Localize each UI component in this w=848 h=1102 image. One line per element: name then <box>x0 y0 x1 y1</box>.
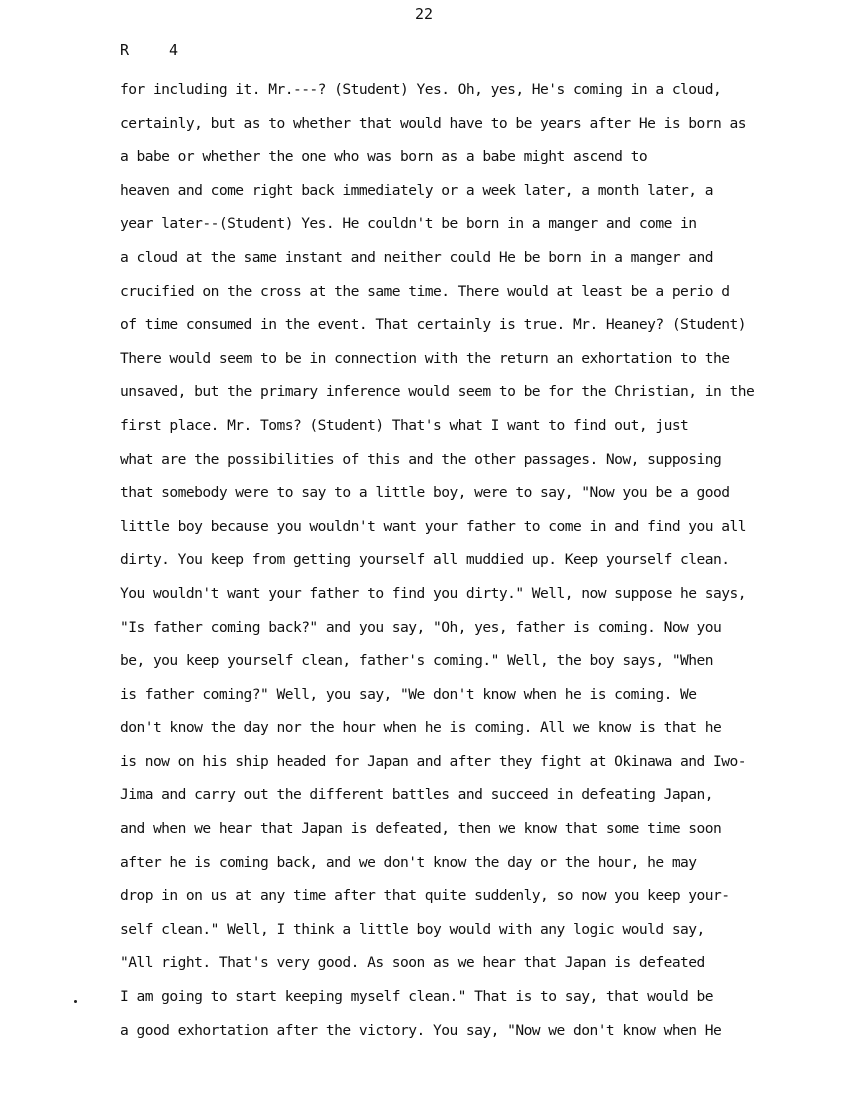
text-line: drop in on us at any time after that quite suddenly, so now you keep your- <box>120 887 730 905</box>
paper-speck <box>74 1000 77 1003</box>
text-line: first place. Mr. Toms? (Student) That's what I want to find out, just <box>120 416 689 434</box>
text-line: a cloud at the same instant and neither could He be born in a manger and <box>120 248 714 266</box>
text-line: that somebody were to say to a little boy, were to say, "Now you be a good <box>120 484 730 502</box>
text-line: don't know the day nor the hour when he is coming. All we know is that he <box>120 719 722 737</box>
text-line: year later--(Student) Yes. He couldn't be born in a manger and come in <box>120 215 697 233</box>
header-code-letter: R <box>120 41 130 59</box>
header-code-number: 4 <box>169 41 179 59</box>
text-line: Jima and carry out the different battles and succeed in defeating Japan, <box>120 786 714 804</box>
text-line: a babe or whether the one who was born as a babe might ascend to <box>120 148 648 166</box>
text-line: "Is father coming back?" and you say, "Oh, yes, father is coming. Now you <box>120 618 722 636</box>
text-line: You wouldn't want your father to find you dirty." Well, now suppose he says, <box>120 584 746 602</box>
text-line: is now on his ship headed for Japan and after they fight at Okinawa and Iwo- <box>120 752 746 770</box>
text-line: "All right. That's very good. As soon as we hear that Japan is defeated <box>120 954 705 972</box>
text-line: unsaved, but the primary inference would seem to be for the Christian, in the <box>120 383 755 401</box>
header-code <box>120 41 178 59</box>
text-line: There would seem to be in connection with the return an exhortation to the <box>120 349 730 367</box>
text-line: dirty. You keep from getting yourself all muddied up. Keep yourself clean. <box>120 551 730 569</box>
text-line: of time consumed in the event. That certainly is true. Mr. Heaney? (Student) <box>120 316 746 334</box>
text-line: heaven and come right back immediately or a week later, a month later, a <box>120 181 714 199</box>
text-line: is father coming?" Well, you say, "We don't know when he is coming. We <box>120 685 697 703</box>
text-line: little boy because you wouldn't want your father to come in and find you all <box>120 517 746 535</box>
text-line: be, you keep yourself clean, father's coming." Well, the boy says, "When <box>120 652 714 670</box>
text-line: what are the possibilities of this and the other passages. Now, supposing <box>120 450 722 468</box>
text-line: crucified on the cross at the same time. There would at least be a perio d <box>120 282 730 300</box>
text-line: a good exhortation after the victory. You say, "Now we don't know when He <box>120 1021 722 1039</box>
text-line: after he is coming back, and we don't know the day or the hour, he may <box>120 853 697 871</box>
page-number: 22 <box>414 5 434 23</box>
text-line: self clean." Well, I think a little boy would with any logic would say, <box>120 920 705 938</box>
text-line: certainly, but as to whether that would have to be years after He is born as <box>120 114 746 132</box>
text-line: for including it. Mr.---? (Student) Yes. Oh, yes, He's coming in a cloud, <box>120 81 722 98</box>
text-line: I am going to start keeping myself clean." That is to say, that would be <box>120 988 714 1006</box>
text-line: and when we hear that Japan is defeated, then we know that some time soon <box>120 820 722 838</box>
body-text <box>120 73 810 1047</box>
